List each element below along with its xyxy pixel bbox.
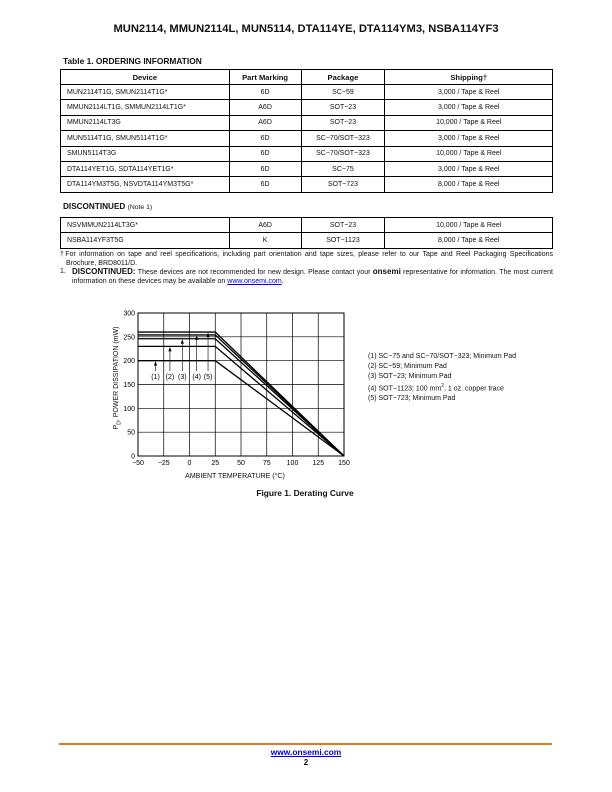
shipping-cell: 10,000 / Tape & Reel xyxy=(385,146,553,161)
marking-cell: A6D xyxy=(229,218,301,233)
marking-cell: A6D xyxy=(229,100,301,115)
arrow-head xyxy=(181,339,184,344)
marking-cell: 6D xyxy=(229,146,301,161)
figure-caption: Figure 1. Derating Curve xyxy=(256,488,354,498)
package-cell: SC−70/SOT−323 xyxy=(301,146,385,161)
legend-text: (4) SOT−1123; 100 mm xyxy=(368,385,442,393)
discontinued-label: DISCONTINUED xyxy=(63,202,126,211)
x-tick-label: 0 xyxy=(187,460,192,467)
footnote-text: These devices are not recommended for new design. Please contact your xyxy=(135,269,373,276)
x-tick-label: −25 xyxy=(157,460,170,467)
package-cell: SOT−23 xyxy=(301,218,385,233)
marking-cell: 6D xyxy=(229,177,301,192)
x-tick-label: 125 xyxy=(312,460,325,467)
shipping-cell: 3,000 / Tape & Reel xyxy=(385,100,553,115)
col-device: Device xyxy=(61,70,230,85)
shipping-cell: 10,000 / Tape & Reel xyxy=(385,218,553,233)
footer-divider xyxy=(59,743,552,745)
shipping-cell: 3,000 / Tape & Reel xyxy=(385,131,553,146)
footnote-text: representative for information. The most current information on these devices may be available on xyxy=(72,269,553,285)
shipping-cell: 8,000 / Tape & Reel xyxy=(385,177,553,192)
y-tick-label: 0 xyxy=(131,453,135,461)
marking-cell: 6D xyxy=(229,161,301,176)
footer-link[interactable]: www.onsemi.com xyxy=(270,747,342,757)
device-cell: MUN5114T1G, SMUN5114T1G* xyxy=(61,131,230,146)
footnote-end: . xyxy=(281,278,284,285)
arrow-head xyxy=(168,347,171,352)
y-tick-label: 300 xyxy=(123,310,135,318)
legend-item: (1) SC−75 and SC−70/SOT−323; Minimum Pad xyxy=(368,353,517,360)
package-cell: SOT−723 xyxy=(301,177,385,192)
y-tick-label: 200 xyxy=(123,358,135,366)
device-cell: MUN2114T1G, SMUN2114T1G* xyxy=(61,85,230,100)
shipping-cell: 10,000 / Tape & Reel xyxy=(385,115,553,130)
series-label: (1) xyxy=(151,374,160,381)
x-tick-label: −50 xyxy=(132,460,144,467)
device-cell: MMUN2114LT1G, SMMUN2114LT1G* xyxy=(61,100,230,115)
package-cell: SOT−23 xyxy=(301,115,385,130)
legend-item: (3) SOT−23; Minimum Pad xyxy=(368,372,452,380)
device-cell: SMUN5114T3G xyxy=(61,146,230,161)
device-cell: NSBA114YF3T5G xyxy=(61,233,230,248)
device-cell: DTA114YET1G, SDTA114YET1G* xyxy=(61,161,230,176)
y-axis-label: $P_D$, POWER DISSIPATION (mW) xyxy=(113,326,123,430)
shipping-cell: 3,000 / Tape & Reel xyxy=(385,85,553,100)
series-label: (4) xyxy=(192,374,201,381)
package-cell: SC−75 xyxy=(301,161,385,176)
marking-cell: 6D xyxy=(229,131,301,146)
footnote-label: DISCONTINUED: xyxy=(72,267,136,276)
x-tick-label: 50 xyxy=(237,460,245,467)
device-cell: NSVMMUN2114LT3G* xyxy=(61,218,230,233)
shipping-cell: 3,000 / Tape & Reel xyxy=(385,161,553,176)
x-tick-label: 100 xyxy=(286,460,299,467)
footnote-number: 1. xyxy=(60,268,66,275)
x-axis-label: AMBIENT TEMPERATURE (°C) xyxy=(185,473,285,480)
marking-cell: K xyxy=(229,233,301,248)
arrow-head xyxy=(154,361,157,366)
shipping-cell: 8,000 / Tape & Reel xyxy=(385,233,553,248)
legend-text: , 1 oz. copper trace xyxy=(444,385,504,393)
package-cell: SC−70/SOT−323 xyxy=(301,131,385,146)
onsemi-link[interactable]: www.onsemi.com xyxy=(227,278,282,285)
arrow-head xyxy=(195,335,198,340)
discontinued-note: (Note 1) xyxy=(127,204,153,211)
legend-item xyxy=(368,382,516,394)
chart-legend xyxy=(368,352,516,404)
series-label: (3) xyxy=(178,374,187,381)
y-tick-label: 50 xyxy=(127,429,135,437)
col-part-marking: Part Marking xyxy=(229,70,301,85)
marking-cell: 6D xyxy=(229,85,301,100)
footnote-dagger: †For information on tape and reel specifications, including part orientation and tape sizes, please refer to our Tape and Reel Packaging Specifications Brochure, BRD8011/D. xyxy=(60,251,553,267)
marking-cell: A6D xyxy=(229,115,301,130)
package-cell: SC−59 xyxy=(301,85,385,100)
x-tick-label: 150 xyxy=(338,460,350,467)
legend-item: (2) SC−59; Minimum Pad xyxy=(368,362,447,370)
table-caption: Table 1. ORDERING INFORMATION xyxy=(63,56,202,66)
package-cell: SOT−1123 xyxy=(301,233,385,248)
x-tick-label: 25 xyxy=(211,460,220,467)
onsemi-brand: onsemi xyxy=(372,267,401,276)
y-tick-label: 150 xyxy=(123,382,135,389)
page-number: 2 xyxy=(303,758,309,767)
page-title: MUN2114, MMUN2114L, MUN5114, DTA114YE, DTA114YM3, NSBA114YF3 xyxy=(113,23,499,35)
device-cell: MMUN2114LT3G xyxy=(61,115,230,130)
device-cell: DTA114YM3T5G, NSVDTA114YM3T5G* xyxy=(61,177,230,192)
y-tick-label: 100 xyxy=(123,405,135,413)
package-cell: SOT−23 xyxy=(301,100,385,115)
series-label: (5) xyxy=(203,374,213,381)
legend-sup: 2 xyxy=(441,382,444,389)
y-tick-label: 250 xyxy=(123,334,135,342)
series-label: (2) xyxy=(165,374,175,381)
col-shipping: Shipping† xyxy=(385,70,553,85)
legend-item: (5) SOT−723; Minimum Pad xyxy=(368,394,456,402)
x-tick-label: 75 xyxy=(262,460,271,467)
col-package: Package xyxy=(301,70,385,85)
